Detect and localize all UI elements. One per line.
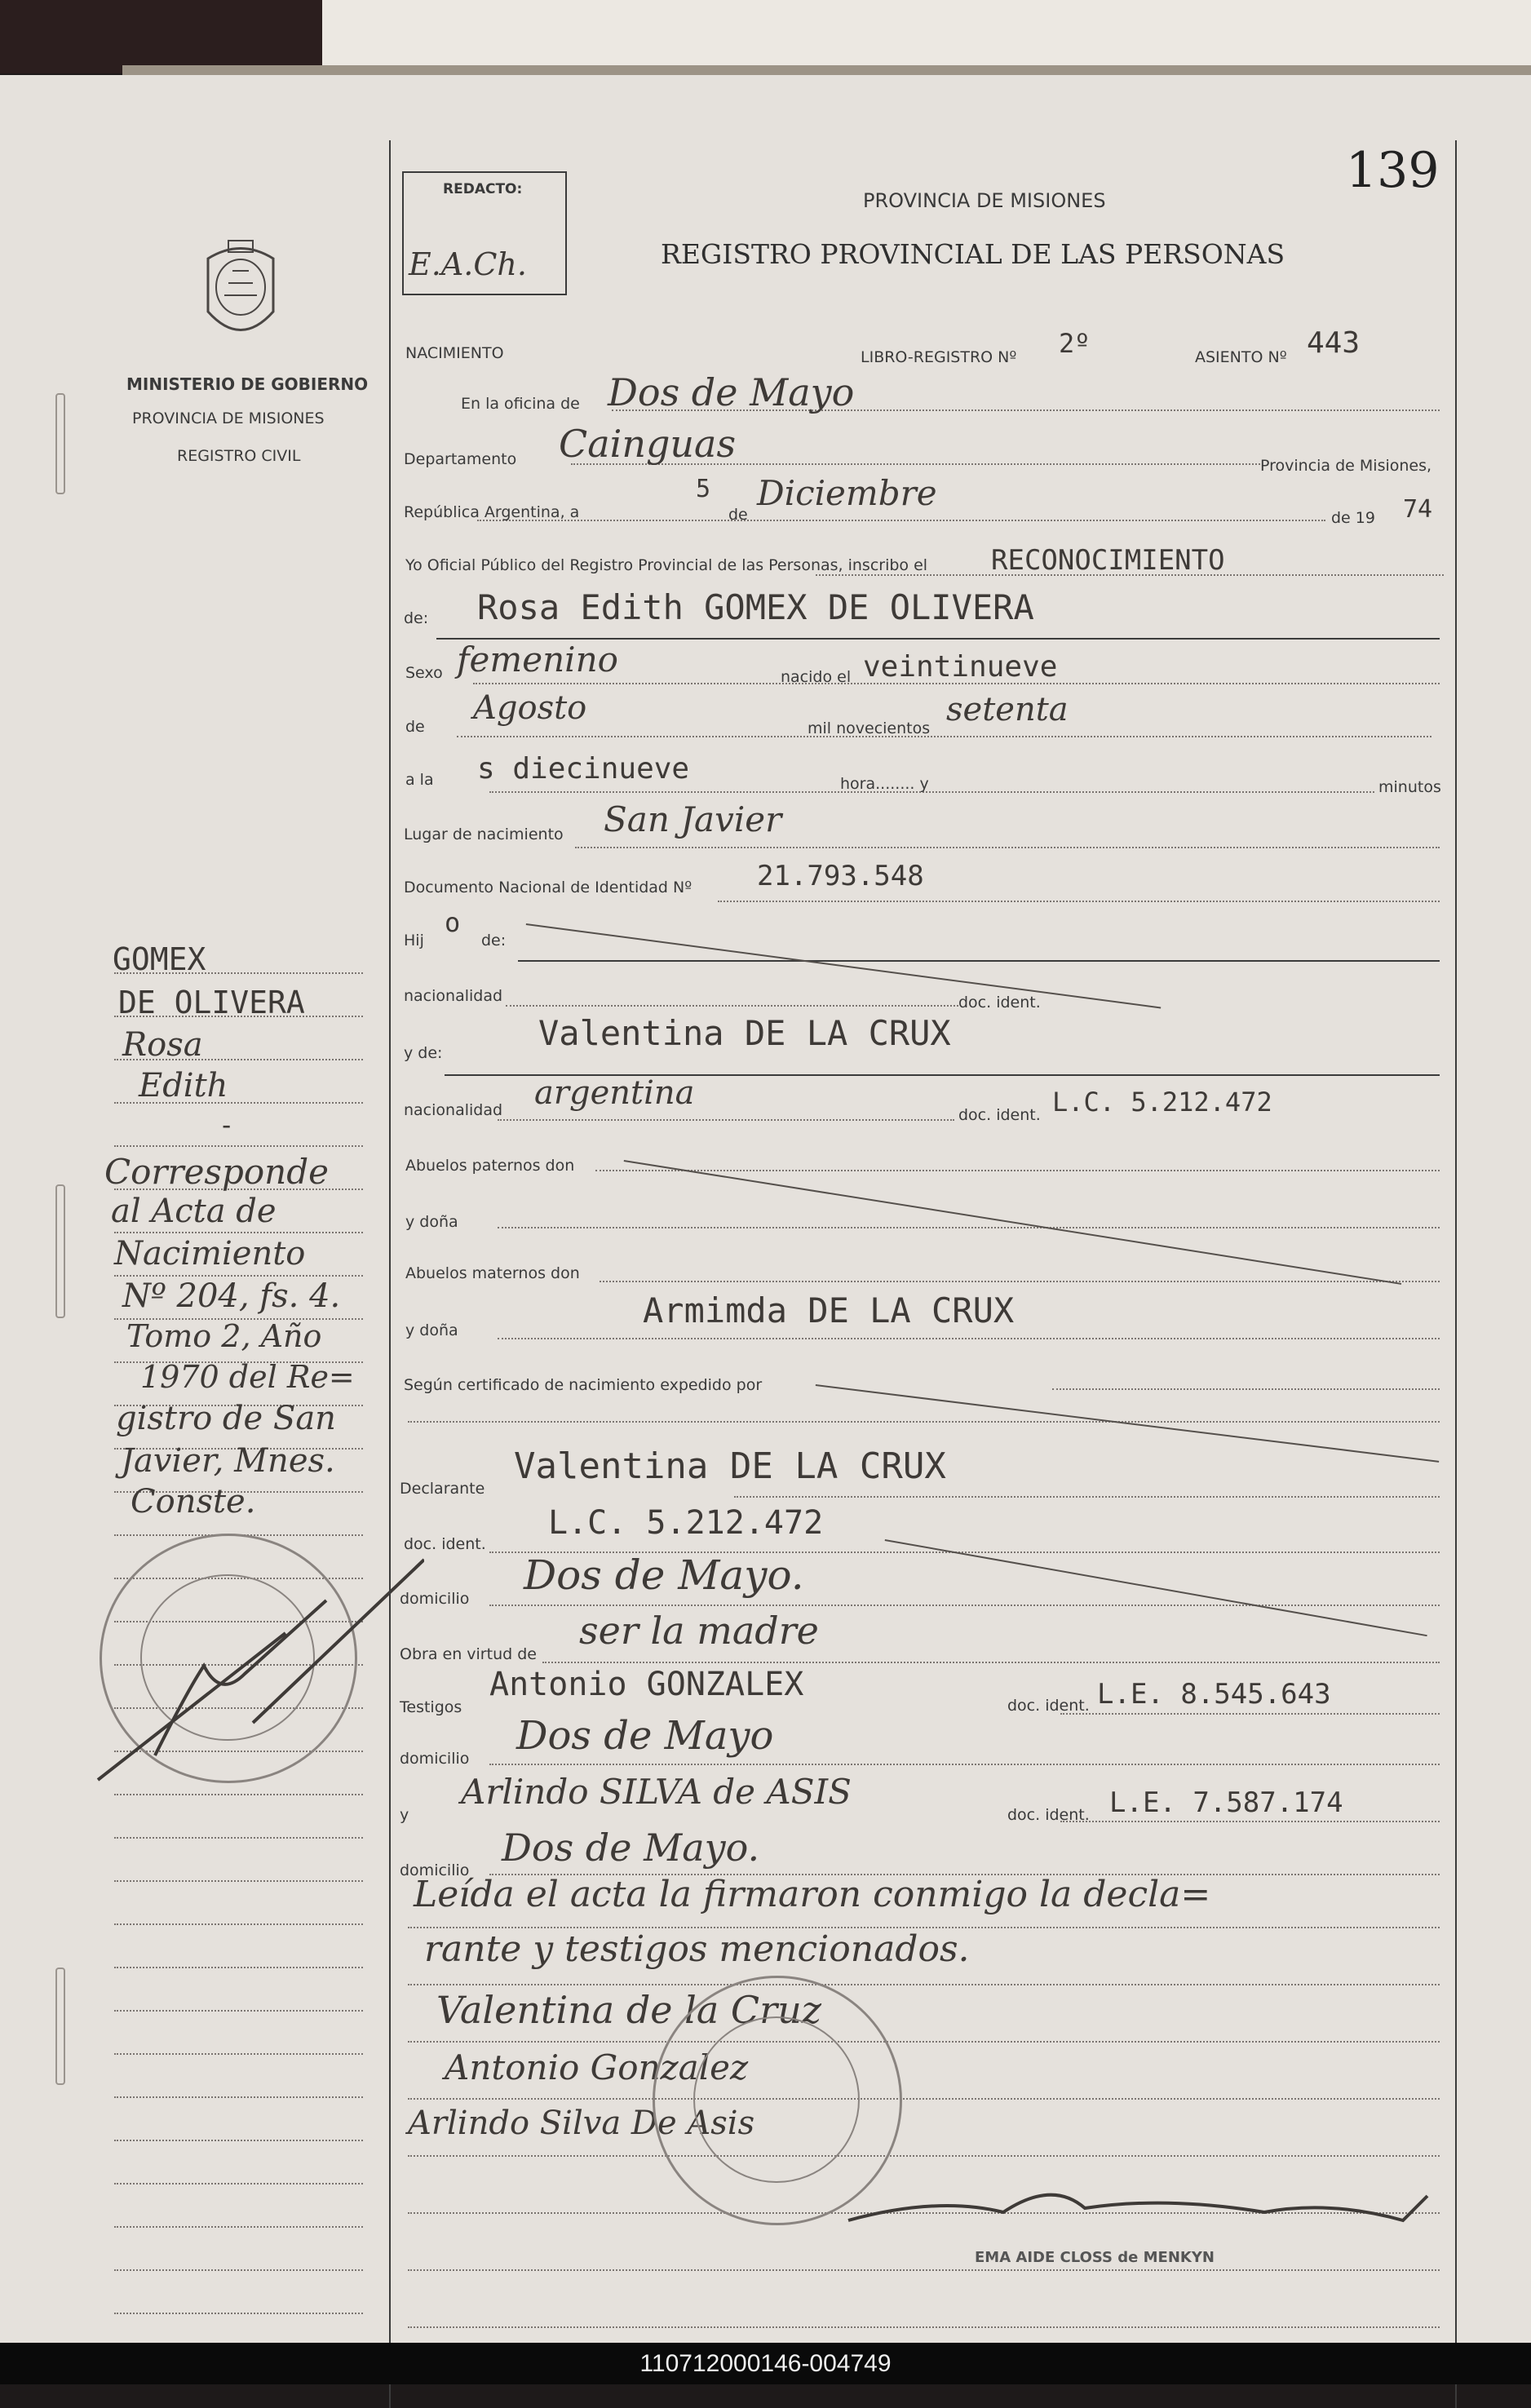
official-seal-inner <box>693 2016 860 2183</box>
acto-value: RECONOCIMIENTO <box>991 544 1225 577</box>
form-fill-line <box>498 1119 954 1121</box>
binding-stitch <box>55 1184 65 1318</box>
margin-ruled-line <box>114 2140 363 2141</box>
province-title: PROVINCIA DE MISIONES <box>863 189 1106 212</box>
document-id-footer: 110712000146-004749 <box>0 2343 1531 2384</box>
abuelos-maternos-label: Abuelos maternos don <box>405 1264 580 1282</box>
margin-note-line: Conste. <box>131 1483 256 1520</box>
form-fill-line <box>600 1281 1440 1282</box>
de-month-label: de <box>405 718 425 736</box>
doc-ident-label: doc. ident. <box>404 1535 486 1553</box>
main-ruled-line <box>408 2155 1440 2157</box>
obra-label: Obra en virtud de <box>400 1645 537 1663</box>
paper-above <box>322 0 1531 67</box>
margin-note-line: DE OLIVERA <box>118 985 305 1020</box>
margin-note-line: Nacimiento <box>114 1235 306 1273</box>
registrant-name: Rosa Edith GOMEX DE OLIVERA <box>477 587 1034 627</box>
birth-month-value: Agosto <box>473 689 587 727</box>
nacimiento-label: NACIMIENTO <box>405 344 504 362</box>
closing-text-line-2: rante y testigos mencionados. <box>424 1928 970 1970</box>
y-dona-label: y doña <box>405 1321 458 1339</box>
nacionalidad-label: nacionalidad <box>404 1101 503 1119</box>
oficina-value: Dos de Mayo <box>608 370 855 414</box>
sexo-value: femenino <box>457 640 618 679</box>
form-fill-line <box>457 736 1431 737</box>
year-prefix: de 19 <box>1331 509 1375 527</box>
hijo-de-label: de: <box>481 932 507 949</box>
hora-label: hora........ y <box>840 775 929 793</box>
margin-note-line: Rosa <box>122 1026 203 1064</box>
margin-note-line: Tomo 2, Año <box>126 1318 322 1354</box>
coat-of-arms-icon <box>188 234 294 352</box>
asiento-label: ASIENTO Nº <box>1195 348 1287 366</box>
witness-2-name: Arlindo SILVA de ASIS <box>461 1772 852 1812</box>
domicilio-label: domicilio <box>400 1590 470 1608</box>
margin-note-line: 1970 del Re= <box>140 1359 355 1395</box>
margin-note-line: al Acta de <box>111 1193 277 1230</box>
month-value: Diciembre <box>757 473 937 513</box>
signature-witness-1: Antonio Gonzalez <box>445 2047 749 2087</box>
margin-ruled-line <box>114 2313 363 2314</box>
signature-witness-2: Arlindo Silva De Asis <box>408 2105 755 2142</box>
yo-oficial-label: Yo Oficial Público del Registro Provincial de las Personas, inscribo el <box>405 556 928 574</box>
lugar-value: San Javier <box>604 799 782 839</box>
main-ruled-line <box>408 2098 1440 2100</box>
witness-2-doc: L.E. 7.587.174 <box>1109 1786 1343 1819</box>
margin-note-line: gistro de San <box>116 1400 336 1437</box>
margin-signature-icon <box>82 1511 424 1821</box>
declarante-value: Valentina DE LA CRUX <box>514 1445 946 1487</box>
y-de-label: y de: <box>404 1044 443 1062</box>
margin-note-line: Javier, Mnes. <box>121 1442 335 1480</box>
form-fill-line <box>477 520 1325 521</box>
form-fill-line <box>498 1227 1440 1228</box>
hora-value: s diecinueve <box>477 752 690 786</box>
margin-ruled-line <box>114 1275 363 1277</box>
main-ruled-line <box>408 2269 1440 2271</box>
doc-ident-label: doc. ident. <box>958 1106 1041 1124</box>
binding-stitch <box>55 393 65 494</box>
cancel-stroke <box>885 1539 1427 1636</box>
witness-1-doc: L.E. 8.545.643 <box>1097 1678 1331 1711</box>
obra-value: ser la madre <box>579 1609 819 1653</box>
y-label: y <box>400 1806 409 1824</box>
form-fill-line <box>734 1496 1440 1498</box>
form-fill-line <box>498 1338 1440 1339</box>
minutos-label: minutos <box>1378 778 1441 796</box>
a-la-label: a la <box>405 771 434 789</box>
birth-year-value: setenta <box>946 691 1069 728</box>
segun-certificado-label: Según certificado de nacimiento expedido por <box>404 1376 763 1394</box>
margin-ruled-line <box>114 2053 363 2055</box>
form-fill-line <box>718 901 1440 902</box>
margin-note-line: Nº 204, fs. 4. <box>122 1277 341 1315</box>
nacido-value: veintinueve <box>863 650 1058 684</box>
testigos-label: Testigos <box>400 1698 462 1716</box>
year-value: 74 <box>1403 495 1433 524</box>
asiento-value: 443 <box>1307 326 1361 360</box>
main-left-rule <box>389 140 391 2408</box>
margin-province-label: PROVINCIA DE MISIONES <box>132 409 325 427</box>
hijo-underline <box>518 960 1440 962</box>
margin-ruled-line <box>114 2096 363 2098</box>
registry-title: REGISTRO PROVINCIAL DE LAS PERSONAS <box>661 238 1285 270</box>
hijo-label: Hij <box>404 932 424 949</box>
margin-note-line: GOMEX <box>113 941 206 977</box>
nacido-label: nacido el <box>781 668 852 686</box>
main-ruled-line <box>408 2041 1440 2043</box>
form-fill-line <box>1060 1713 1440 1715</box>
declarante-doc-value: L.C. 5.212.472 <box>548 1504 824 1542</box>
margin-note-line: Edith <box>139 1067 228 1104</box>
domicilio-label: domicilio <box>400 1861 470 1879</box>
form-fill-line <box>1060 1821 1440 1822</box>
main-ruled-line <box>408 2326 1440 2328</box>
provincia-suffix: Provincia de Misiones, <box>1260 457 1432 475</box>
main-right-rule <box>1455 140 1457 2408</box>
de-label: de <box>728 506 748 524</box>
republica-label: República Argentina, a <box>404 503 580 521</box>
margin-note-line: Corresponde <box>104 1152 329 1192</box>
mil-novecientos-label: mil novecientos <box>808 719 931 737</box>
margin-ruled-line <box>114 1923 363 1925</box>
witness-1-name: Antonio GONZALEX <box>489 1666 804 1703</box>
redacto-label: REDACTO: <box>443 181 523 197</box>
form-fill-line <box>489 1605 1440 1606</box>
witness-2-domicilio: Dos de Mayo. <box>502 1826 760 1870</box>
doc-ident-label: doc. ident. <box>958 994 1041 1011</box>
mother-name: Valentina DE LA CRUX <box>538 1013 951 1053</box>
doc-ident-label: doc. ident. <box>1007 1697 1090 1715</box>
closing-text-line-1: Leída el acta la firmaron conmigo la decla= <box>414 1874 1211 1915</box>
domicilio-value: Dos de Mayo. <box>524 1551 804 1599</box>
margin-ruled-line <box>114 1837 363 1839</box>
page-number: 139 <box>1346 142 1440 199</box>
form-fill-line <box>595 1170 1440 1171</box>
departamento-value: Cainguas <box>559 422 737 466</box>
doc-ident-label: doc. ident. <box>1007 1806 1090 1824</box>
form-fill-line <box>542 1662 1440 1663</box>
official-signature-icon <box>840 2163 1460 2237</box>
redacto-box <box>402 171 567 295</box>
lugar-label: Lugar de nacimiento <box>404 826 564 843</box>
y-dona-label: y doña <box>405 1213 458 1231</box>
form-fill-line <box>408 1421 1440 1423</box>
departamento-label: Departamento <box>404 450 517 468</box>
sexo-label: Sexo <box>405 664 443 682</box>
main-ruled-line <box>408 1984 1440 1985</box>
mother-doc-value: L.C. 5.212.472 <box>1052 1087 1272 1118</box>
form-fill-line <box>575 847 1440 848</box>
declarante-label: Declarante <box>400 1480 485 1498</box>
form-fill-line <box>489 791 1374 793</box>
signature-declarante: Valentina de la Cruz <box>436 1988 821 2032</box>
mother-nationality: argentina <box>534 1074 695 1112</box>
form-fill-line <box>506 1005 958 1007</box>
ministry-label: MINISTERIO DE GOBIERNO <box>126 374 369 394</box>
domicilio-label: domicilio <box>400 1750 470 1768</box>
hijo-suffix: o <box>445 907 461 938</box>
libro-value: 2º <box>1059 328 1091 359</box>
nacionalidad-label: nacionalidad <box>404 987 503 1005</box>
cancel-stroke <box>624 1160 1401 1285</box>
margin-ruled-line <box>114 2010 363 2012</box>
binding-stitch <box>55 1968 65 2085</box>
abuelos-paternos-label: Abuelos paternos don <box>405 1157 575 1175</box>
grandmother-name: Armimda DE LA CRUX <box>643 1290 1015 1330</box>
redacto-initials: E.A.Ch. <box>409 246 527 282</box>
margin-ruled-line <box>114 1880 363 1882</box>
margin-ruled-line <box>114 1232 363 1233</box>
margin-ruled-line <box>114 2269 363 2271</box>
dni-label: Documento Nacional de Identidad Nº <box>404 879 692 896</box>
day-value: 5 <box>696 475 711 503</box>
dni-value: 21.793.548 <box>757 860 924 892</box>
certificate-page <box>0 75 1531 2343</box>
oficina-label: En la oficina de <box>461 395 580 413</box>
civil-registry-label: REGISTRO CIVIL <box>177 447 301 465</box>
witness-1-domicilio: Dos de Mayo <box>516 1713 774 1759</box>
margin-ruled-line <box>114 2226 363 2228</box>
official-name-stamp: EMA AIDE CLOSS de MENKYN <box>975 2249 1215 2266</box>
margin-note-line: - <box>219 1109 235 1140</box>
form-fill-line <box>489 1764 1440 1765</box>
form-fill-line <box>1052 1388 1440 1390</box>
de-name-label: de: <box>404 609 429 627</box>
margin-ruled-line <box>114 1967 363 1968</box>
margin-ruled-line <box>114 1145 363 1147</box>
margin-ruled-line <box>114 2183 363 2184</box>
background-top <box>0 0 1531 73</box>
cancel-stroke <box>526 923 1162 1008</box>
libro-label: LIBRO-REGISTRO Nº <box>861 348 1017 366</box>
